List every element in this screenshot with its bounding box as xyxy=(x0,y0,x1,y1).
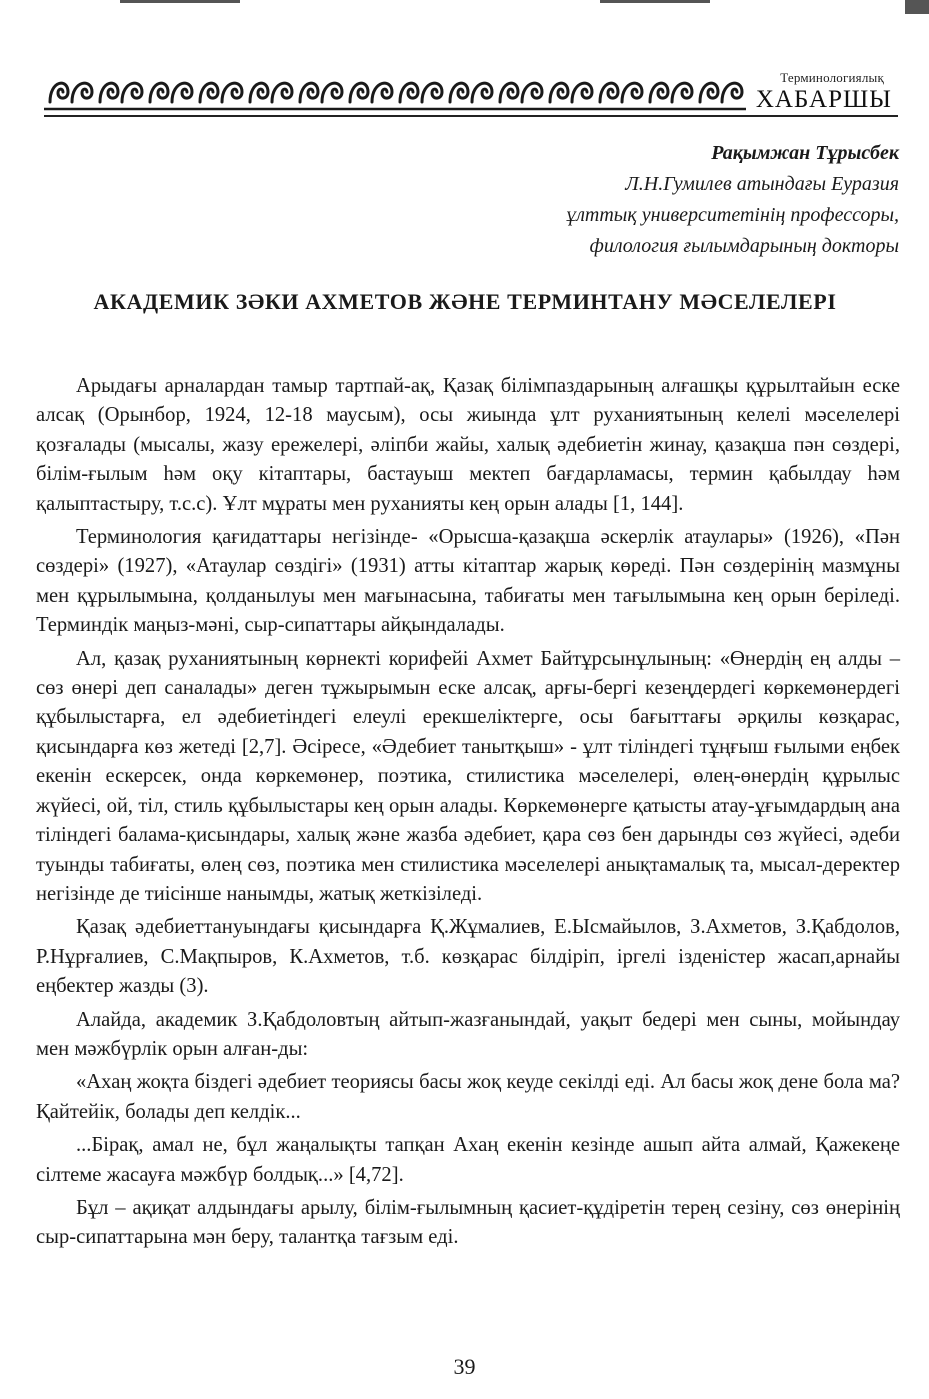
ornament-motif xyxy=(300,83,342,102)
article-body xyxy=(36,372,900,1257)
ornament-motif xyxy=(650,83,692,102)
ornament-motif xyxy=(550,83,592,102)
ornament-motif xyxy=(250,83,292,102)
author-affiliation-line: ұлттық университетінің профессоры, xyxy=(566,204,899,226)
author-affiliation-line: Л.Н.Гумилев атындағы Еуразия xyxy=(625,173,899,195)
ornament-motif xyxy=(200,83,242,102)
author-name: Рақымжан Тұрысбек xyxy=(711,142,899,164)
ornament-motif xyxy=(500,83,542,102)
journal-header xyxy=(44,64,898,120)
paragraph: Ал, қазақ руханиятының көрнекті корифейі Ахмет Байтұрсынұлының: «Өнердің ең алды – сөз өнері деп саналады» деген тұжырымын еске алсақ, арғы-бергі кезеңдердегі көркемөнердегі құбылыстарға, ел әдебиетіндегі елеулі ерекшеліктерге, осы бағыттағы әрқилы көзқарас, қисындарға көз жетеді [2,7]. Әсіресе, «Әдебиет танытқыш» - ұлт тіліндегі тұңғыш ғылыми еңбек екенін ескерсек, онда көркемөнер, поэтика, стилистика мәселелері, өлең-өнердің құрылыс жүйесі, ой, тіл, стиль құбылыстары кең орын алады. Көркемөнерге қатысты атау-ұғымдардың ана тіліндегі балама-қисындары, халық және жазба әдебиет, қара сөз бен дарынды сөз жүйесі, әдеби туынды табиғаты, өлең сөз, поэтика мен стилистика мәселелері анықтамалық та, мысал-деректер негізінде де тиісінше нанымды, жатық жеткізіледі. xyxy=(36,647,900,905)
top-edge-marks xyxy=(0,0,929,12)
ornament-motif xyxy=(150,83,192,102)
decorative-scroll-ornament-icon xyxy=(44,68,746,112)
ornament-motif xyxy=(700,83,742,102)
author-affiliation-line: филология ғылымдарының докторы xyxy=(589,235,899,257)
ornament-motif xyxy=(50,83,92,102)
ornament-motif xyxy=(400,83,442,102)
ornament-motif xyxy=(350,83,392,102)
article-title: АКАДЕМИК ЗӘКИ АХМЕТОВ ЖӘНЕ ТЕРМИНТАНУ МӘСЕЛЕЛЕРІ xyxy=(93,289,837,314)
paragraph: Қазақ әдебиеттануындағы қисындарға Қ.Жұмалиев, Е.Ысмайылов, З.Ахметов, З.Қабдолов, Р.Нұрғалиев, С.Мақпыров, К.Ахметов, т.б. көзқарас білдіріп, іргелі ізденістер жасап,арнайы еңбектер жазды (3). xyxy=(36,916,900,998)
paragraph: Алайда, академик З.Қабдоловтың айтып-жазғанындай, уақыт бедері мен сыны, мойындау мен мәжбүрлік орын алған-ды: xyxy=(36,1008,900,1060)
ornament-motif xyxy=(600,83,642,102)
paragraph: ...Бірақ, амал не, бұл жаңалықты тапқан Ахаң екенін кезінде ашып айта алмай, Қажекеңе сілтеме жасауға мәжбүр болдық...» [4,72]. xyxy=(36,1134,900,1186)
page-number: 39 xyxy=(453,1354,476,1379)
ornament-motif xyxy=(100,83,142,102)
author-block xyxy=(339,138,899,262)
header-divider xyxy=(44,115,898,117)
paragraph: Арыдағы арналардан тамыр тартпай-ақ, Қазақ білімпаздарының алғашқы құрылтайын еске алсақ (Орынбор, 1924, 12-18 маусым), осы жиында ұлт руханиятының келелі мәселелері қозғалады (мысалы, жазу ережелері, әліпби жайы, халық әдебиетін жинау, қазақша пән сөздері, білім-ғылым һәм оқу кітаптары, бастауыш мектеп бағдарламасы, термин қабылдау һәм қалыптастыру, т.с.с). Ұлт мұраты мен руханияты кең орын алады [1, 144]. xyxy=(36,375,900,515)
ornament-motif xyxy=(450,83,492,102)
journal-subtitle: Терминологиялық xyxy=(780,70,884,85)
paragraph: Терминология қағидаттары негізінде- «Орысша-қазақша әскерлік атаулары» (1926), «Пән сөздері» (1927), «Атаулар сөздігі» (1931) атты кітаптар жарық көреді. Пән сөздерінің мазмұны мен құрылымына, қолданылуы мен мағынасына, табиғаты мен тағылымына кең орын беріледі. Терминдік маңыз-мәні, сыр-сипаттары айқындалады. xyxy=(36,526,900,637)
paragraph: Бұл – ақиқат алдындағы арылу, білім-ғылымның қасиет-құдіретін терең сезіну, сөз өнерінің сыр-сипаттарына мән беру, талантқа тағзым еді. xyxy=(36,1196,900,1249)
paragraph: «Ахаң жоқта біздегі әдебиет теориясы басы жоқ кеуде секілді еді. Ал басы жоқ дене бола ма? Қайтейік, болады деп келдік... xyxy=(36,1071,900,1123)
journal-title: ХАБАРШЫ xyxy=(755,86,892,113)
